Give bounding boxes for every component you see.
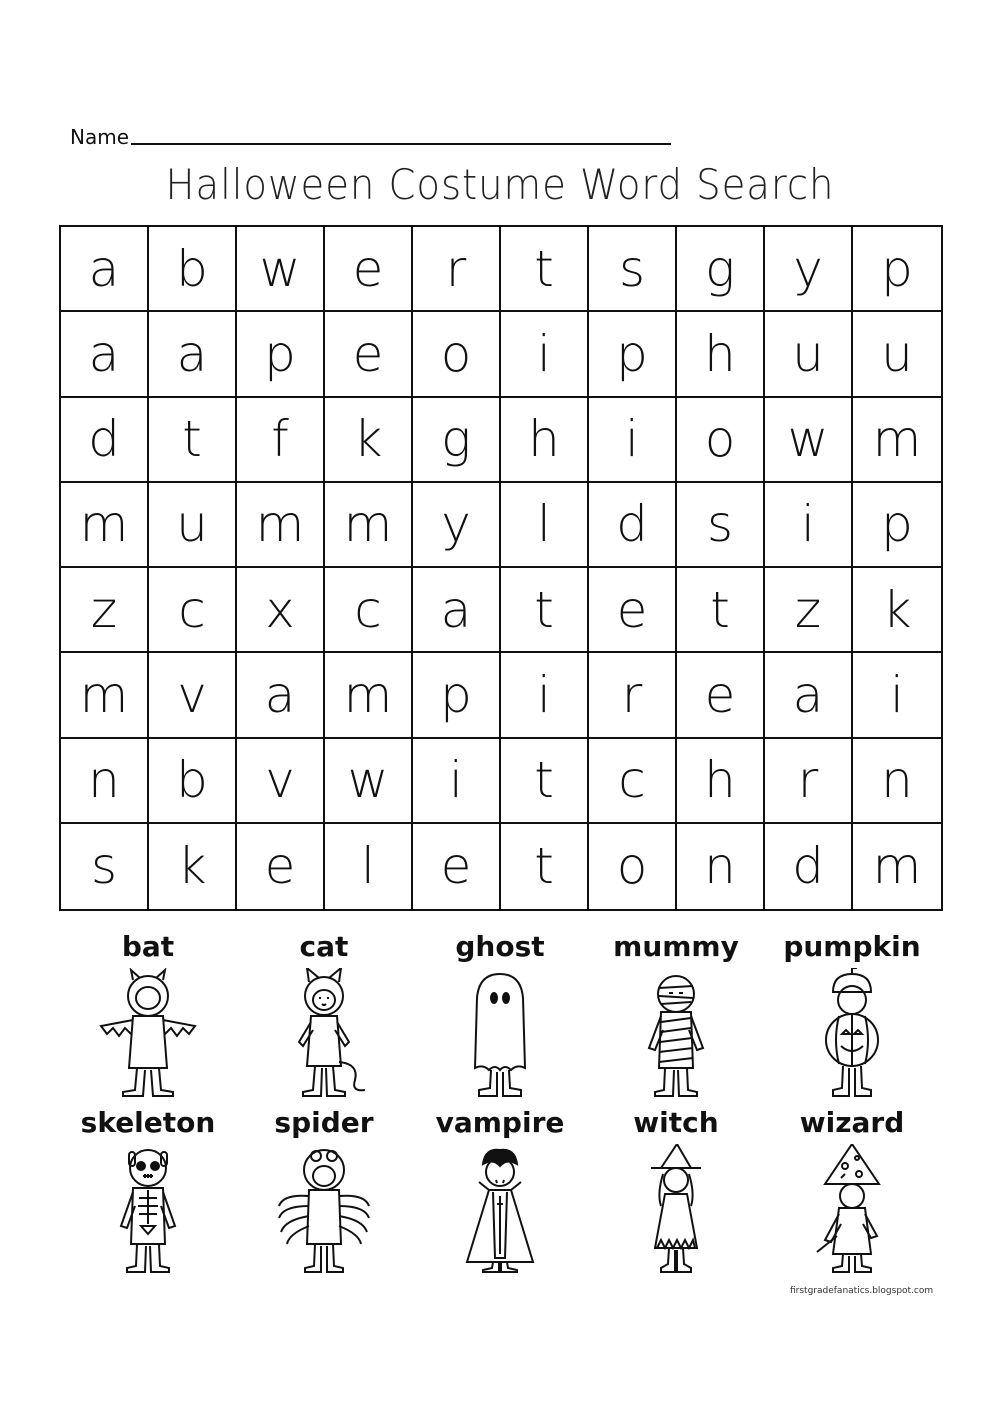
grid-cell[interactable]: t [501,739,589,824]
grid-cell[interactable]: d [765,824,853,909]
page-title: Halloween Costume Word Search [165,160,835,209]
grid-cell[interactable]: o [589,824,677,909]
grid-cell[interactable]: z [61,568,149,653]
word-label: wizard [799,1106,905,1139]
skeleton-costume-kid-icon [93,1144,203,1274]
grid-cell[interactable]: w [325,739,413,824]
grid-cell[interactable]: i [765,483,853,568]
grid-cell[interactable]: t [677,568,765,653]
grid-cell[interactable]: i [501,653,589,738]
grid-cell[interactable]: e [325,312,413,397]
grid-cell[interactable]: a [765,653,853,738]
word-item-wizard [764,1106,940,1274]
grid-cell[interactable]: h [677,739,765,824]
grid-cell[interactable]: s [61,824,149,909]
bat-costume-kid-icon [93,968,203,1098]
grid-cell[interactable]: z [765,568,853,653]
grid-cell[interactable]: p [413,653,501,738]
grid-cell[interactable]: r [589,653,677,738]
word-item-ghost [412,930,588,1098]
word-item-skeleton [60,1106,236,1274]
grid-cell[interactable]: a [237,653,325,738]
grid-cell[interactable]: b [149,739,237,824]
grid-cell[interactable]: e [413,824,501,909]
grid-cell[interactable]: g [677,227,765,312]
grid-cell[interactable]: l [325,824,413,909]
grid-cell[interactable]: u [149,483,237,568]
grid-cell[interactable]: r [765,739,853,824]
grid-cell[interactable]: c [149,568,237,653]
grid-cell[interactable]: a [413,568,501,653]
grid-cell[interactable]: g [413,398,501,483]
grid-cell[interactable]: l [501,483,589,568]
grid-cell[interactable]: r [413,227,501,312]
credit-text: firstgradefanatics.blogspot.com [790,1286,934,1296]
grid-cell[interactable]: a [149,312,237,397]
grid-cell[interactable]: m [872,837,922,896]
word-row-2 [60,1106,940,1286]
grid-cell[interactable]: v [237,739,325,824]
word-label: cat [299,930,349,963]
word-label: vampire [435,1106,565,1139]
grid-cell[interactable]: d [589,483,677,568]
grid-cell[interactable]: h [677,312,765,397]
word-label: pumpkin [783,930,921,963]
grid-cell[interactable]: n [61,739,149,824]
word-item-mummy [588,930,764,1098]
grid-cell[interactable]: m [61,653,149,738]
grid-cell[interactable]: i [501,312,589,397]
grid-cell[interactable]: d [61,398,149,483]
grid-cell[interactable]: c [589,739,677,824]
grid-cell[interactable]: n [677,824,765,909]
word-item-bat [60,930,236,1098]
word-item-cat [236,930,412,1098]
cat-costume-kid-icon [269,968,379,1098]
grid-cell[interactable]: t [501,227,589,312]
pumpkin-costume-kid-icon [797,968,907,1098]
grid-cell[interactable]: k [325,398,413,483]
word-label: spider [274,1106,374,1139]
word-label: skeleton [80,1106,216,1139]
grid-cell[interactable]: i [589,398,677,483]
grid-cell[interactable]: m [61,483,149,568]
grid-cell[interactable]: m [325,653,413,738]
grid-cell[interactable]: p [589,312,677,397]
word-item-pumpkin [764,930,940,1098]
grid-cell[interactable]: s [589,227,677,312]
grid-cell[interactable]: m [853,398,941,483]
grid-cell[interactable]: c [325,568,413,653]
grid-cell[interactable]: e [325,227,413,312]
grid-cell[interactable]: p [853,227,941,312]
word-row-1 [60,930,940,1110]
word-label: bat [121,930,175,963]
grid-cell[interactable]: t [501,824,589,909]
grid-cell[interactable]: t [149,398,237,483]
grid-cell[interactable]: o [413,312,501,397]
grid-cell[interactable]: m [325,483,413,568]
grid-cell[interactable]: o [677,398,765,483]
grid-cell[interactable]: e [589,568,677,653]
spider-costume-kid-icon [269,1144,379,1274]
grid-cell[interactable]: a [61,227,149,312]
word-label: mummy [613,930,739,963]
grid-cell[interactable]: u [853,312,941,397]
ghost-costume-kid-icon [445,968,555,1098]
grid-cell[interactable]: v [149,653,237,738]
grid-cell[interactable]: e [677,653,765,738]
grid-cell[interactable]: k [853,568,941,653]
word-item-spider [236,1106,412,1274]
name-field[interactable] [70,118,690,148]
grid-cell[interactable]: y [765,227,853,312]
grid-cell[interactable]: u [765,312,853,397]
witch-costume-kid-icon [621,1144,731,1274]
grid-cell[interactable]: n [853,739,941,824]
grid-cell[interactable]: i [413,739,501,824]
grid-cell[interactable]: k [149,824,237,909]
mummy-costume-kid-icon [621,968,731,1098]
grid-cell[interactable]: i [853,653,941,738]
grid-cell[interactable]: w [237,227,325,312]
grid-cell[interactable]: p [237,312,325,397]
word-item-witch [588,1106,764,1274]
grid-cell[interactable]: e [237,824,325,909]
grid-cell[interactable]: h [501,398,589,483]
grid-cell[interactable]: x [237,568,325,653]
word-search-grid [59,225,943,911]
grid-cell[interactable]: m [237,483,325,568]
grid-cell[interactable]: a [61,312,149,397]
grid-cell[interactable]: p [853,483,941,568]
word-label: witch [633,1106,719,1139]
wizard-costume-kid-icon [797,1144,907,1274]
grid-cell[interactable]: w [765,398,853,483]
grid-cell[interactable]: y [413,483,501,568]
grid-cell[interactable]: s [677,483,765,568]
word-label: ghost [455,930,545,963]
grid-cell[interactable]: b [149,227,237,312]
word-item-vampire [412,1106,588,1274]
grid-cell[interactable]: t [501,568,589,653]
name-label: Name [70,125,130,149]
grid-cell[interactable]: f [237,398,325,483]
vampire-costume-kid-icon [445,1144,555,1274]
name-line[interactable] [131,143,671,145]
